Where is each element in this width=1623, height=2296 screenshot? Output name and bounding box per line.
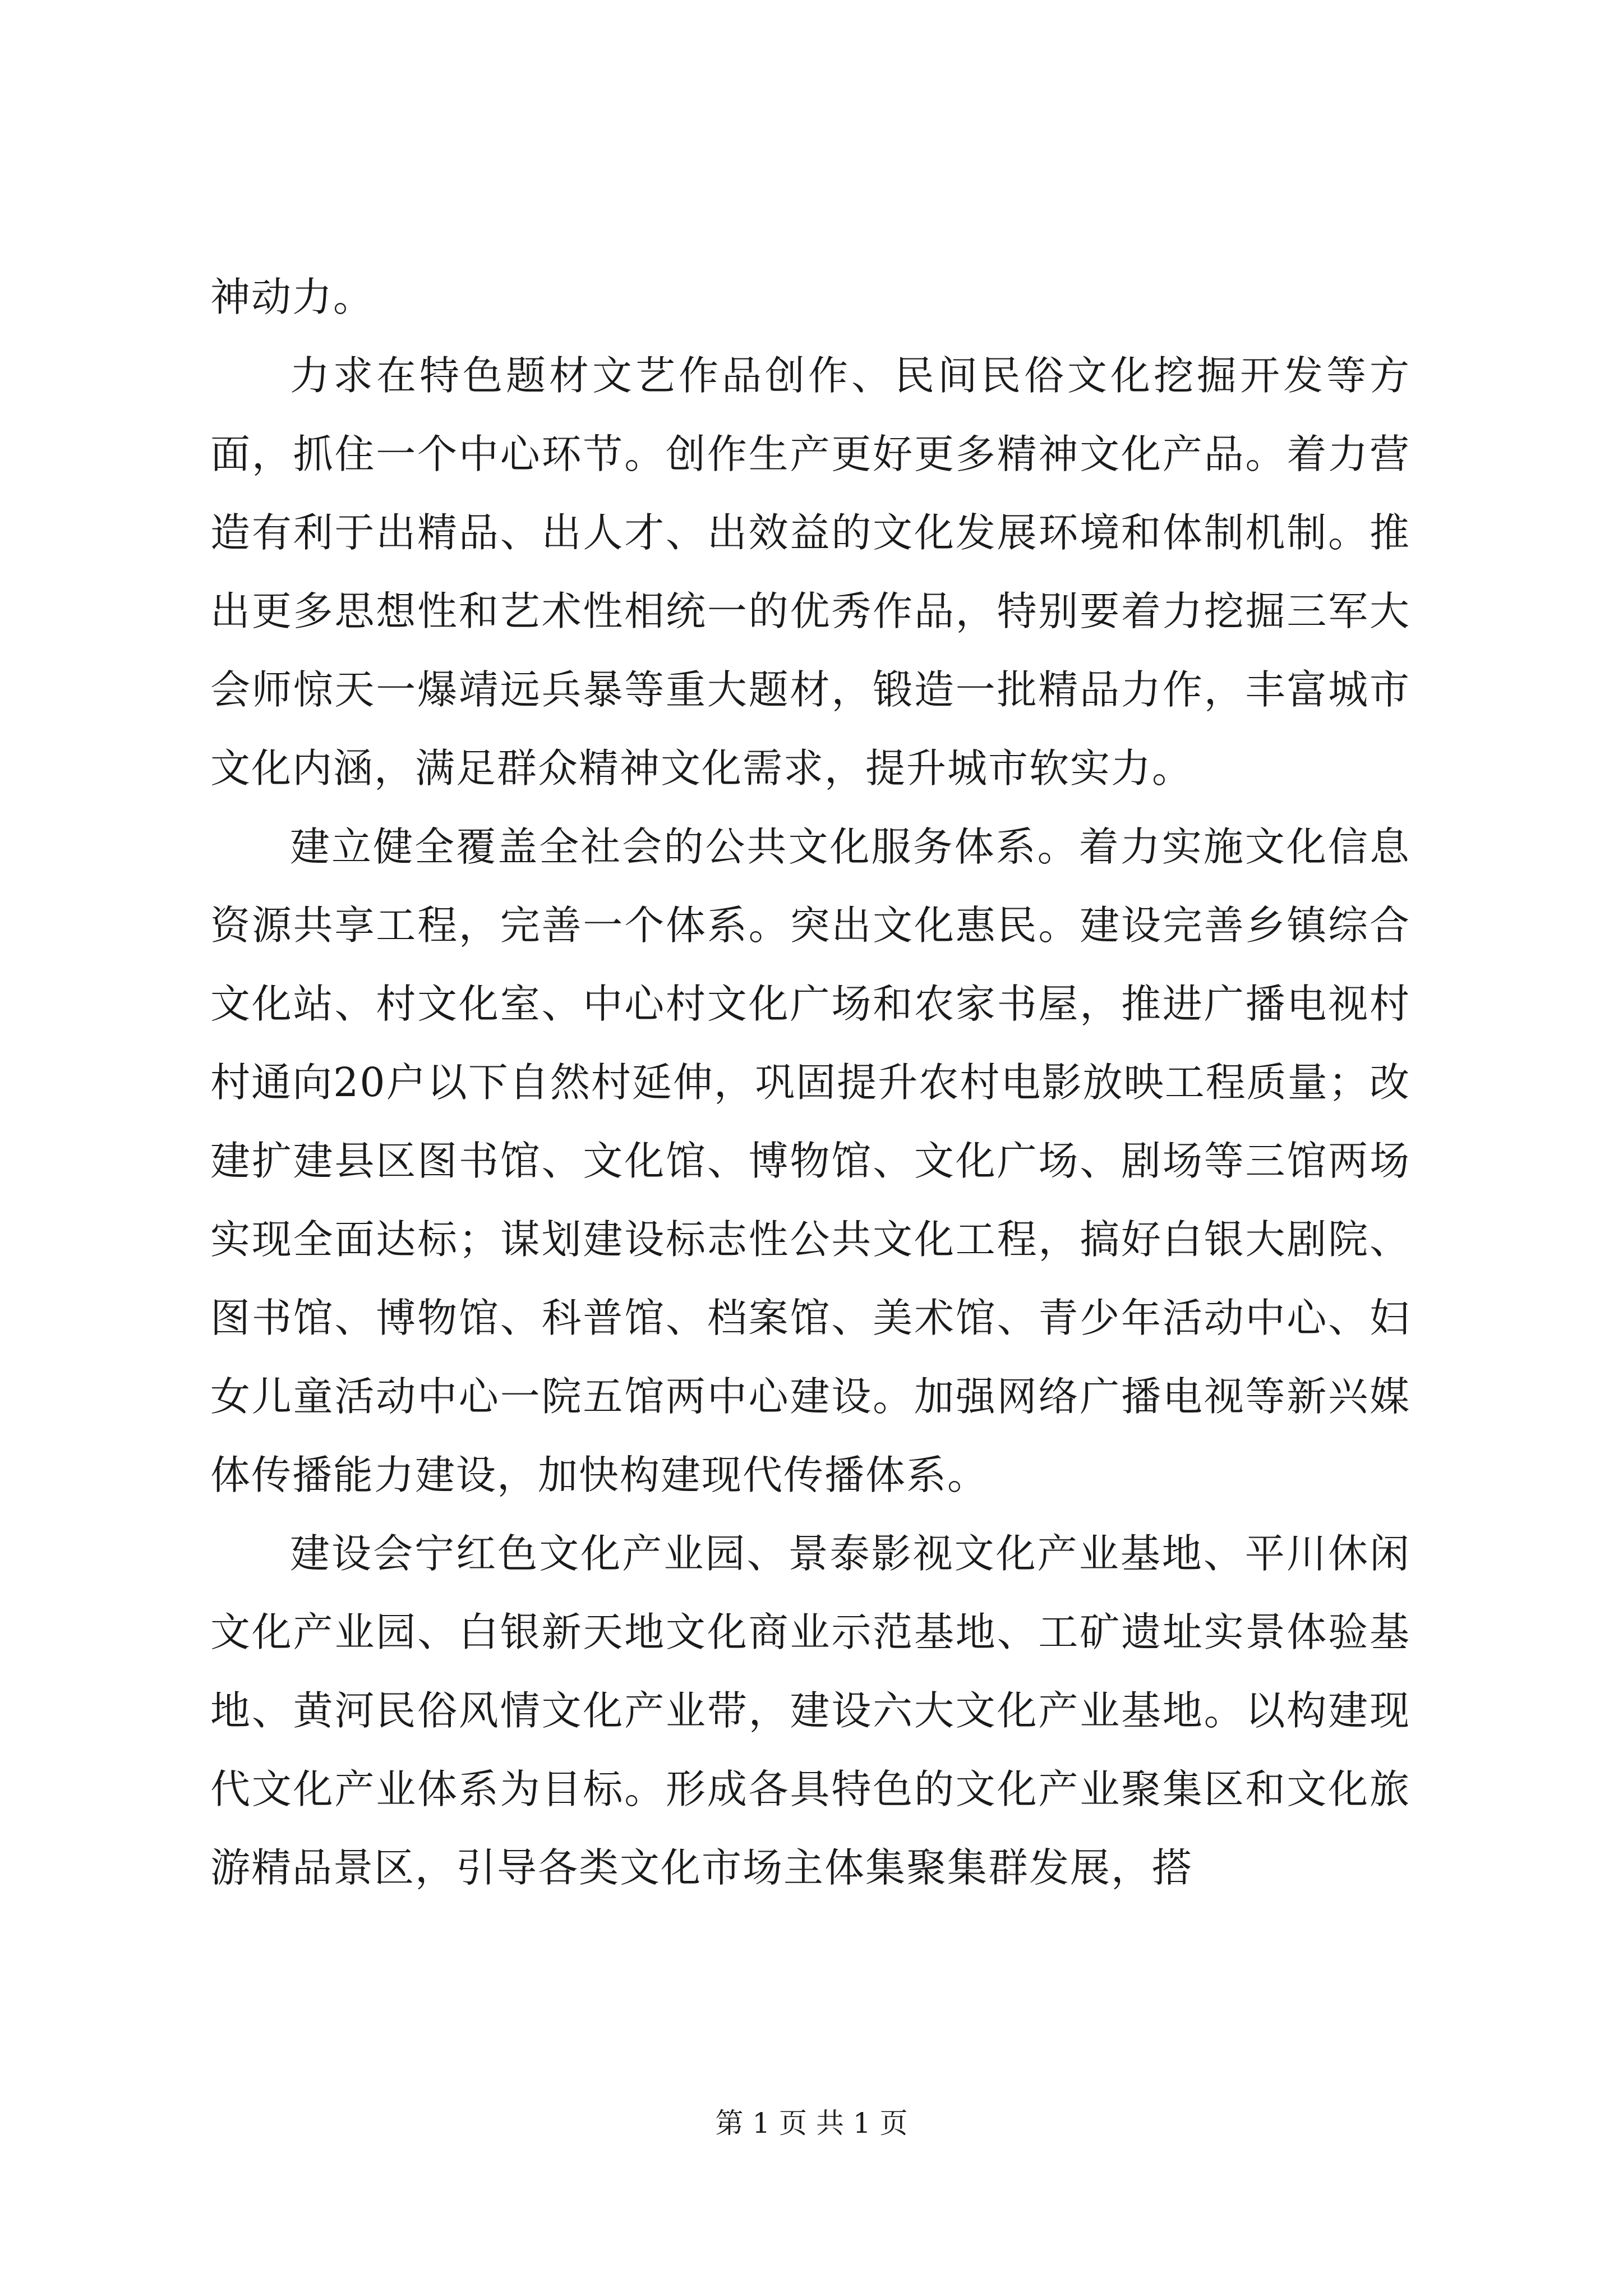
document-body	[210, 258, 1410, 1907]
paragraph-creative-works: 力求在特色题材文艺作品创作、民间民俗文化挖掘开发等方面，抓住一个中心环节。创作生产更好更多精神文化产品。着力营造有利于出精品、出人才、出效益的文化发展环境和体制机制。推出更多思想性和艺术性相统一的优秀作品，特别要着力挖掘三军大会师惊天一爆靖远兵暴等重大题材，锻造一批精品力作，丰富城市文化内涵，满足群众精神文化需求，提升城市软实力。	[210, 352, 1410, 792]
paragraph-public-culture-service: 建立健全覆盖全社会的公共文化服务体系。着力实施文化信息资源共享工程，完善一个体系。突出文化惠民。建设完善乡镇综合文化站、村文化室、中心村文化广场和农家书屋，推进广播电视村村通向20户以下自然村延伸，巩固提升农村电影放映工程质量；改建扩建县区图书馆、文化馆、博物馆、文化广场、剧场等三馆两场实现全面达标；谋划建设标志性公共文化工程，搞好白银大剧院、图书馆、博物馆、科普馆、档案馆、美术馆、青少年活动中心、妇女儿童活动中心一院五馆两中心建设。加强网络广播电视等新兴媒体传播能力建设，加快构建现代传播体系。	[210, 823, 1410, 1498]
paragraph-culture-industry-bases: 建设会宁红色文化产业园、景泰影视文化产业基地、平川休闲文化产业园、白银新天地文化商业示范基地、工矿遗址实景体验基地、黄河民俗风情文化产业带，建设六大文化产业基地。以构建现代文化产业体系为目标。形成各具特色的文化产业聚集区和文化旅游精品景区，引导各类文化市场主体集聚集群发展，搭	[210, 1530, 1410, 1891]
paragraph-continuation: 神动力。	[210, 274, 375, 320]
page-number-footer: 第 1 页 共 1 页	[715, 2107, 908, 2139]
